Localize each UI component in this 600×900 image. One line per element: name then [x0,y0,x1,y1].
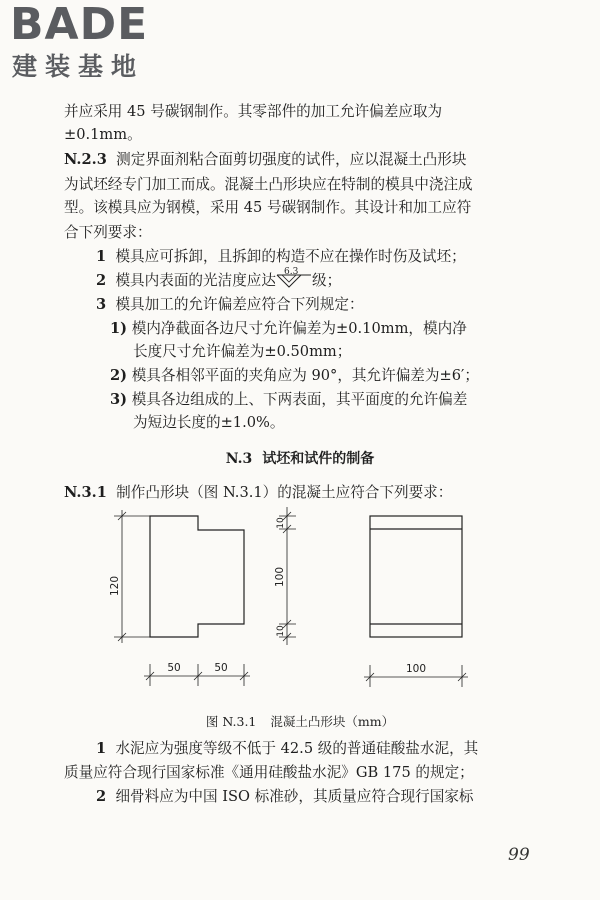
sub-item: 2) 模具各相邻平面的夹角应为 90°，其允许偏差为±6′； [110,367,479,384]
logo-subtitle: 建装基地 [12,52,145,81]
section-number: N.3 [225,451,253,467]
dim-label-left-width-2: 50 [214,662,228,674]
text-line: 合下列要求： [64,224,152,241]
clause-n31-line: N.3.1 制作凸形块（图 N.3.1）的混凝土应符合下列要求： [64,484,453,501]
sub-item-number: 1) [110,320,128,337]
sub-item-number: 3) [110,391,128,408]
list-item: 2 模具内表面的光洁度应达 6.3 级； [96,272,341,290]
item-number: 1 [96,248,107,265]
sub-item-number: 2) [110,367,128,384]
clause-number: N.3.1 [64,484,107,501]
dim-label-left-height: 120 [109,575,121,597]
figure-caption [0,712,600,730]
item-number: 3 [96,296,107,313]
clause-n23-line: N.2.3 测定界面剂粘合面剪切强度的试件，应以混凝土凸形块 [64,151,467,168]
dim-label-right-bottom: 10 [276,625,286,637]
logo-brand: BADE [10,0,149,50]
text-line: 为试坯经专门加工而成。混凝土凸形块应在特制的模具中浇注成 [64,176,473,193]
caption-text: 混凝土凸形块（mm） [270,714,395,729]
list-item: 3 模具加工的允许偏差应符合下列规定： [96,296,364,313]
item-number: 1 [96,740,107,757]
sub-item: 3) 模具各边组成的上、下两表面，其平面度的允许偏差 [110,391,468,408]
dim-label-left-width-1: 50 [167,662,181,674]
page-number: 99 [508,845,530,865]
dim-label-right-top: 10 [276,517,286,529]
text-line: 并应采用 45 号碳钢制作。其零部件的加工允许偏差应取为 [64,103,443,120]
dim-label-right-mid: 100 [274,566,286,588]
text-line: 长度尺寸允许偏差为±0.50mm； [133,343,352,360]
clause-number: N.2.3 [64,151,107,168]
convex-block-side-view [150,516,244,637]
text-line: 型。该模具应为钢模，采用 45 号碳钢制作。其设计和加工应符 [64,199,472,216]
text-line: 质量应符合现行国家标准《通用硅酸盐水泥》GB 175 的规定； [64,764,474,781]
caption-number: 图 N.3.1 [205,714,257,729]
dim-label-right-width: 100 [405,663,427,675]
list-item: 1 模具应可拆卸，且拆卸的构造不应在操作时伤及试坯； [96,248,466,265]
text-line: ±0.1mm。 [64,126,142,143]
text-line: 为短边长度的±1.0%。 [133,414,285,431]
item-number: 2 [96,272,107,289]
item-number: 2 [96,788,107,805]
sub-item: 1) 模内净截面各边尺寸允许偏差为±0.10mm，模内净 [110,320,467,337]
section-title: 试坯和试件的制备 [262,451,375,467]
roughness-value: 6.3 [283,267,299,277]
convex-block-front-view [370,516,462,637]
list-item: 2 细骨料应为中国 ISO 标准砂，其质量应符合现行国家标 [96,788,474,805]
list-item: 1 水泥应为强度等级不低于 42.5 级的普通硅酸盐水泥，其 [96,740,479,757]
